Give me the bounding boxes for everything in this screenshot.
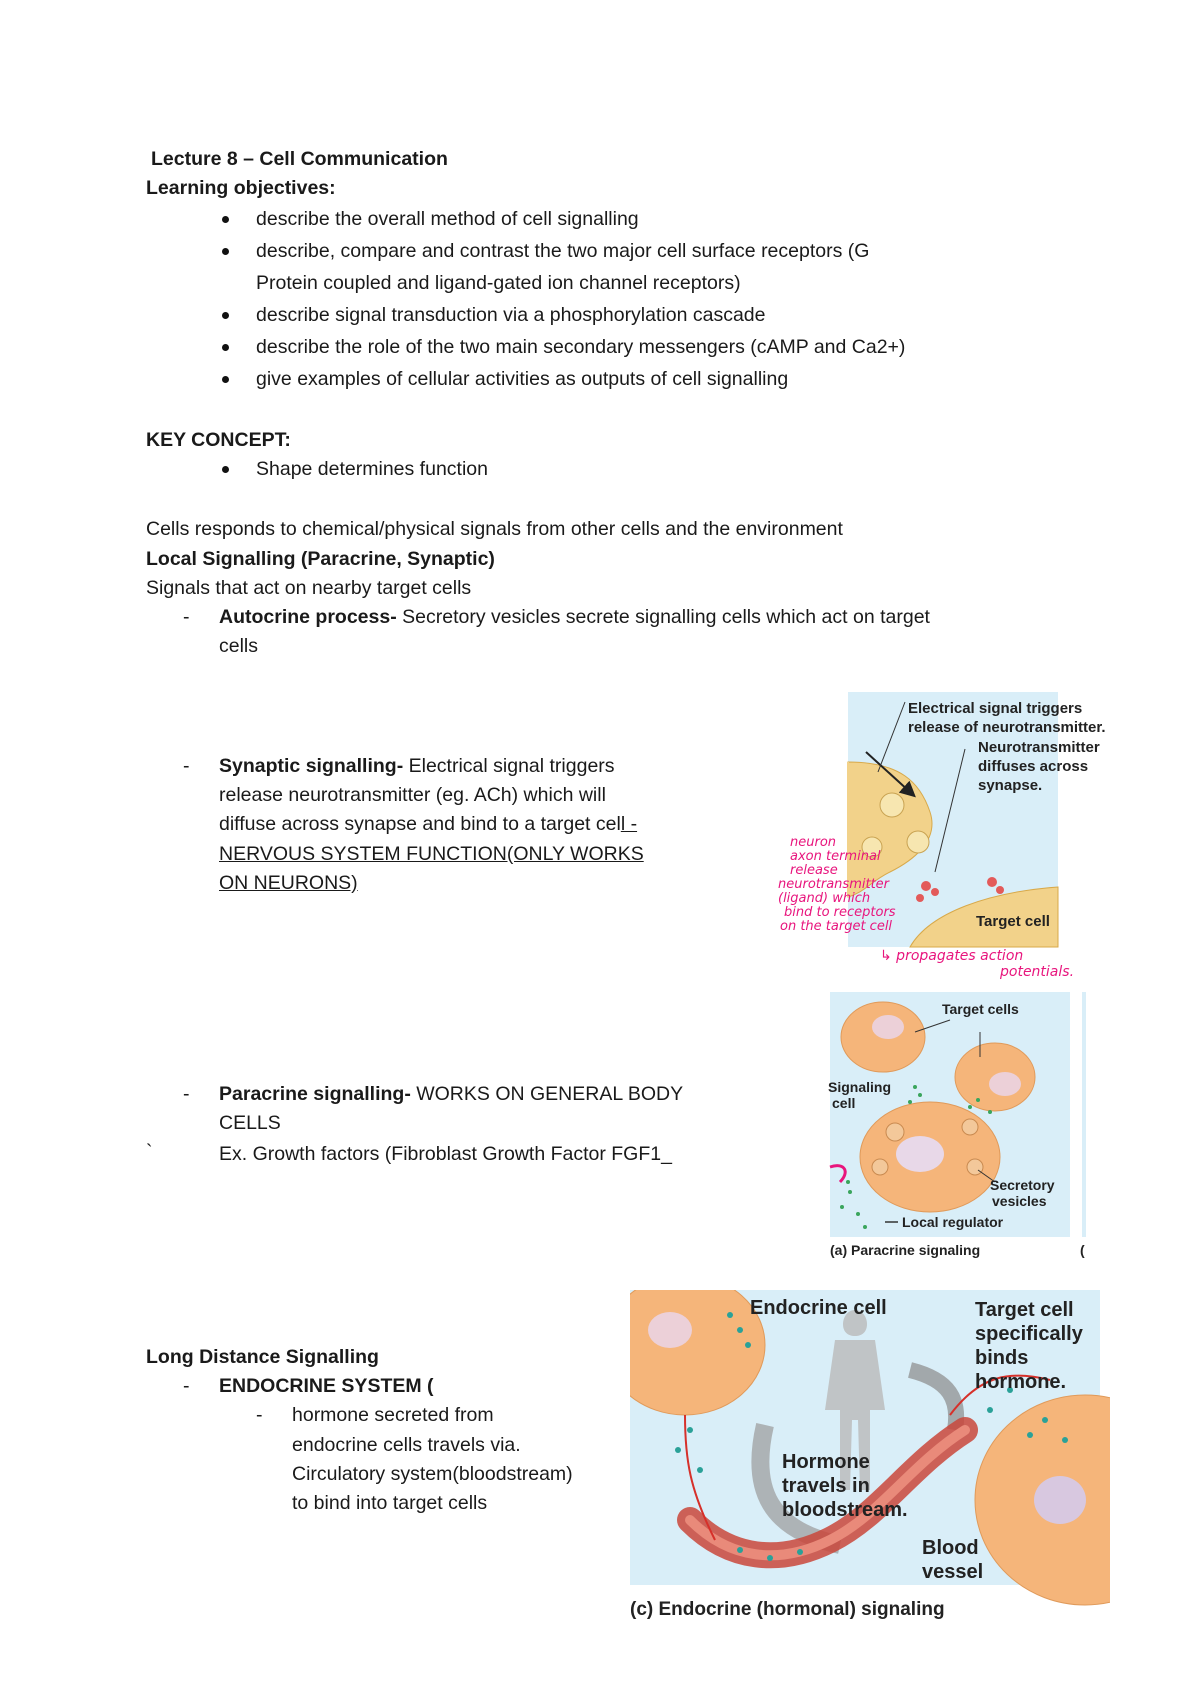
endocrine-fig-label: bloodstream.: [782, 1499, 908, 1521]
dash-marker: -: [183, 606, 190, 628]
handwritten-note: axon terminal: [790, 849, 881, 864]
long-heading: Long Distance Signalling: [146, 1346, 379, 1368]
endocrine-fig-label: Hormone: [782, 1451, 870, 1473]
autocrine-label: Autocrine process-: [219, 606, 397, 628]
objective-item: give examples of cellular activities as outputs of cell signalling: [256, 368, 789, 390]
handwritten-note: (ligand) which: [778, 891, 871, 906]
handwritten-note: potentials.: [1000, 964, 1075, 980]
intro-text: Cells responds to chemical/physical signals from other cells and the environment: [146, 518, 843, 540]
endocrine-fig-label: specifically: [975, 1323, 1083, 1345]
synaptic-line3-underlined: l -: [620, 813, 638, 835]
local-heading: Local Signalling (Paracrine, Synaptic): [146, 548, 495, 570]
synaptic-text: Electrical signal triggers: [403, 755, 615, 777]
synaptic-fig-label: Target cell: [976, 913, 1050, 930]
paracrine-fig-edge: (: [1080, 1242, 1085, 1258]
endocrine-label: ENDOCRINE SYSTEM (: [219, 1375, 434, 1397]
synaptic-fig-label: release of neurotransmitter.: [908, 719, 1106, 736]
synaptic-label: Synaptic signalling-: [219, 755, 404, 777]
synaptic-line3: diffuse across synapse and bind to a target cel: [219, 813, 621, 835]
bullet-icon: [222, 248, 229, 255]
synaptic-line: release neurotransmitter (eg. ACh) which will: [219, 784, 606, 806]
paracrine-item: [219, 1080, 683, 1109]
handwritten-note: ↳ propagates action: [880, 948, 1024, 964]
paracrine-line: CELLS: [219, 1112, 281, 1134]
local-subtitle: Signals that act on nearby target cells: [146, 577, 472, 599]
objective-item: describe, compare and contrast the two major cell surface receptors (G: [256, 240, 870, 262]
handwritten-note: release: [790, 863, 838, 878]
handwritten-note: neuron: [790, 835, 837, 850]
paracrine-fig-label: Secretory: [990, 1177, 1055, 1193]
synaptic-fig-label: diffuses across: [978, 758, 1089, 775]
synaptic-line: ON NEURONS): [219, 872, 358, 894]
dash-marker: -: [183, 755, 190, 777]
handwritten-note: neurotransmitter: [778, 877, 890, 892]
paracrine-fig-label: Signaling: [828, 1079, 891, 1095]
endocrine-fig-label: vessel: [922, 1561, 984, 1583]
endocrine-fig-label: hormone.: [975, 1371, 1067, 1393]
endocrine-fig-label: travels in: [782, 1475, 870, 1497]
dash-marker: -: [183, 1083, 190, 1105]
paracrine-fig-label: Local regulator: [902, 1214, 1004, 1230]
objective-item: describe the overall method of cell signalling: [256, 208, 639, 230]
dash-marker: -: [183, 1375, 190, 1397]
bullet-icon: [222, 344, 229, 351]
autocrine-item: [219, 603, 930, 632]
endocrine-line: endocrine cells travels via.: [292, 1434, 521, 1456]
objectives-heading: Learning objectives:: [146, 177, 336, 199]
objective-item: describe the role of the two main secondary messengers (cAMP and Ca2+): [256, 336, 906, 358]
endocrine-line: Circulatory system(bloodstream): [292, 1463, 573, 1485]
objective-item-continued: Protein coupled and ligand-gated ion channel receptors): [256, 272, 741, 294]
synaptic-fig-label: synapse.: [978, 777, 1043, 794]
synaptic-figure: [760, 692, 1140, 992]
key-concept-heading: KEY CONCEPT:: [146, 429, 291, 451]
endocrine-fig-label: Blood: [922, 1537, 979, 1559]
synaptic-line: NERVOUS SYSTEM FUNCTION(ONLY WORKS: [219, 843, 644, 865]
bullet-icon: [222, 312, 229, 319]
handwritten-note: bind to receptors: [784, 905, 896, 920]
paracrine-example: Ex. Growth factors (Fibroblast Growth Factor FGF1_: [219, 1143, 672, 1165]
synaptic-item: [219, 752, 615, 781]
synaptic-line: [219, 810, 637, 839]
paracrine-fig-label: vesicles: [992, 1193, 1047, 1209]
autocrine-text-cont: cells: [219, 635, 259, 657]
handwritten-note: on the target cell: [780, 919, 893, 934]
endocrine-fig-label: Target cell: [975, 1299, 1074, 1321]
paracrine-fig-label: cell: [832, 1095, 856, 1111]
paracrine-figure: [820, 992, 1090, 1267]
endocrine-fig-caption: (c) Endocrine (hormonal) signaling: [630, 1599, 945, 1620]
paracrine-label: Paracrine signalling-: [219, 1083, 411, 1105]
dash-marker: -: [256, 1404, 263, 1426]
page-title: Lecture 8 – Cell Communication: [151, 148, 448, 170]
endocrine-figure: [630, 1290, 1110, 1635]
objective-item: describe signal transduction via a phosphorylation cascade: [256, 304, 766, 326]
stray-backtick: `: [146, 1141, 153, 1163]
bullet-icon: [222, 216, 229, 223]
key-concept-item: Shape determines function: [256, 458, 488, 480]
endocrine-line: to bind into target cells: [292, 1492, 488, 1514]
endocrine-fig-label: binds: [975, 1347, 1029, 1369]
paracrine-fig-caption: (a) Paracrine signaling: [830, 1242, 981, 1258]
autocrine-text: Secretory vesicles secrete signalling cells which act on target: [396, 606, 930, 628]
synaptic-fig-label: Neurotransmitter: [978, 739, 1100, 756]
endocrine-line: hormone secreted from: [292, 1404, 494, 1426]
paracrine-fig-label: Target cells: [942, 1001, 1019, 1017]
bullet-icon: [222, 466, 229, 473]
paracrine-text: WORKS ON GENERAL BODY: [410, 1083, 684, 1105]
synaptic-fig-label: Electrical signal triggers: [908, 700, 1083, 717]
bullet-icon: [222, 376, 229, 383]
endocrine-fig-label: Endocrine cell: [750, 1297, 887, 1319]
